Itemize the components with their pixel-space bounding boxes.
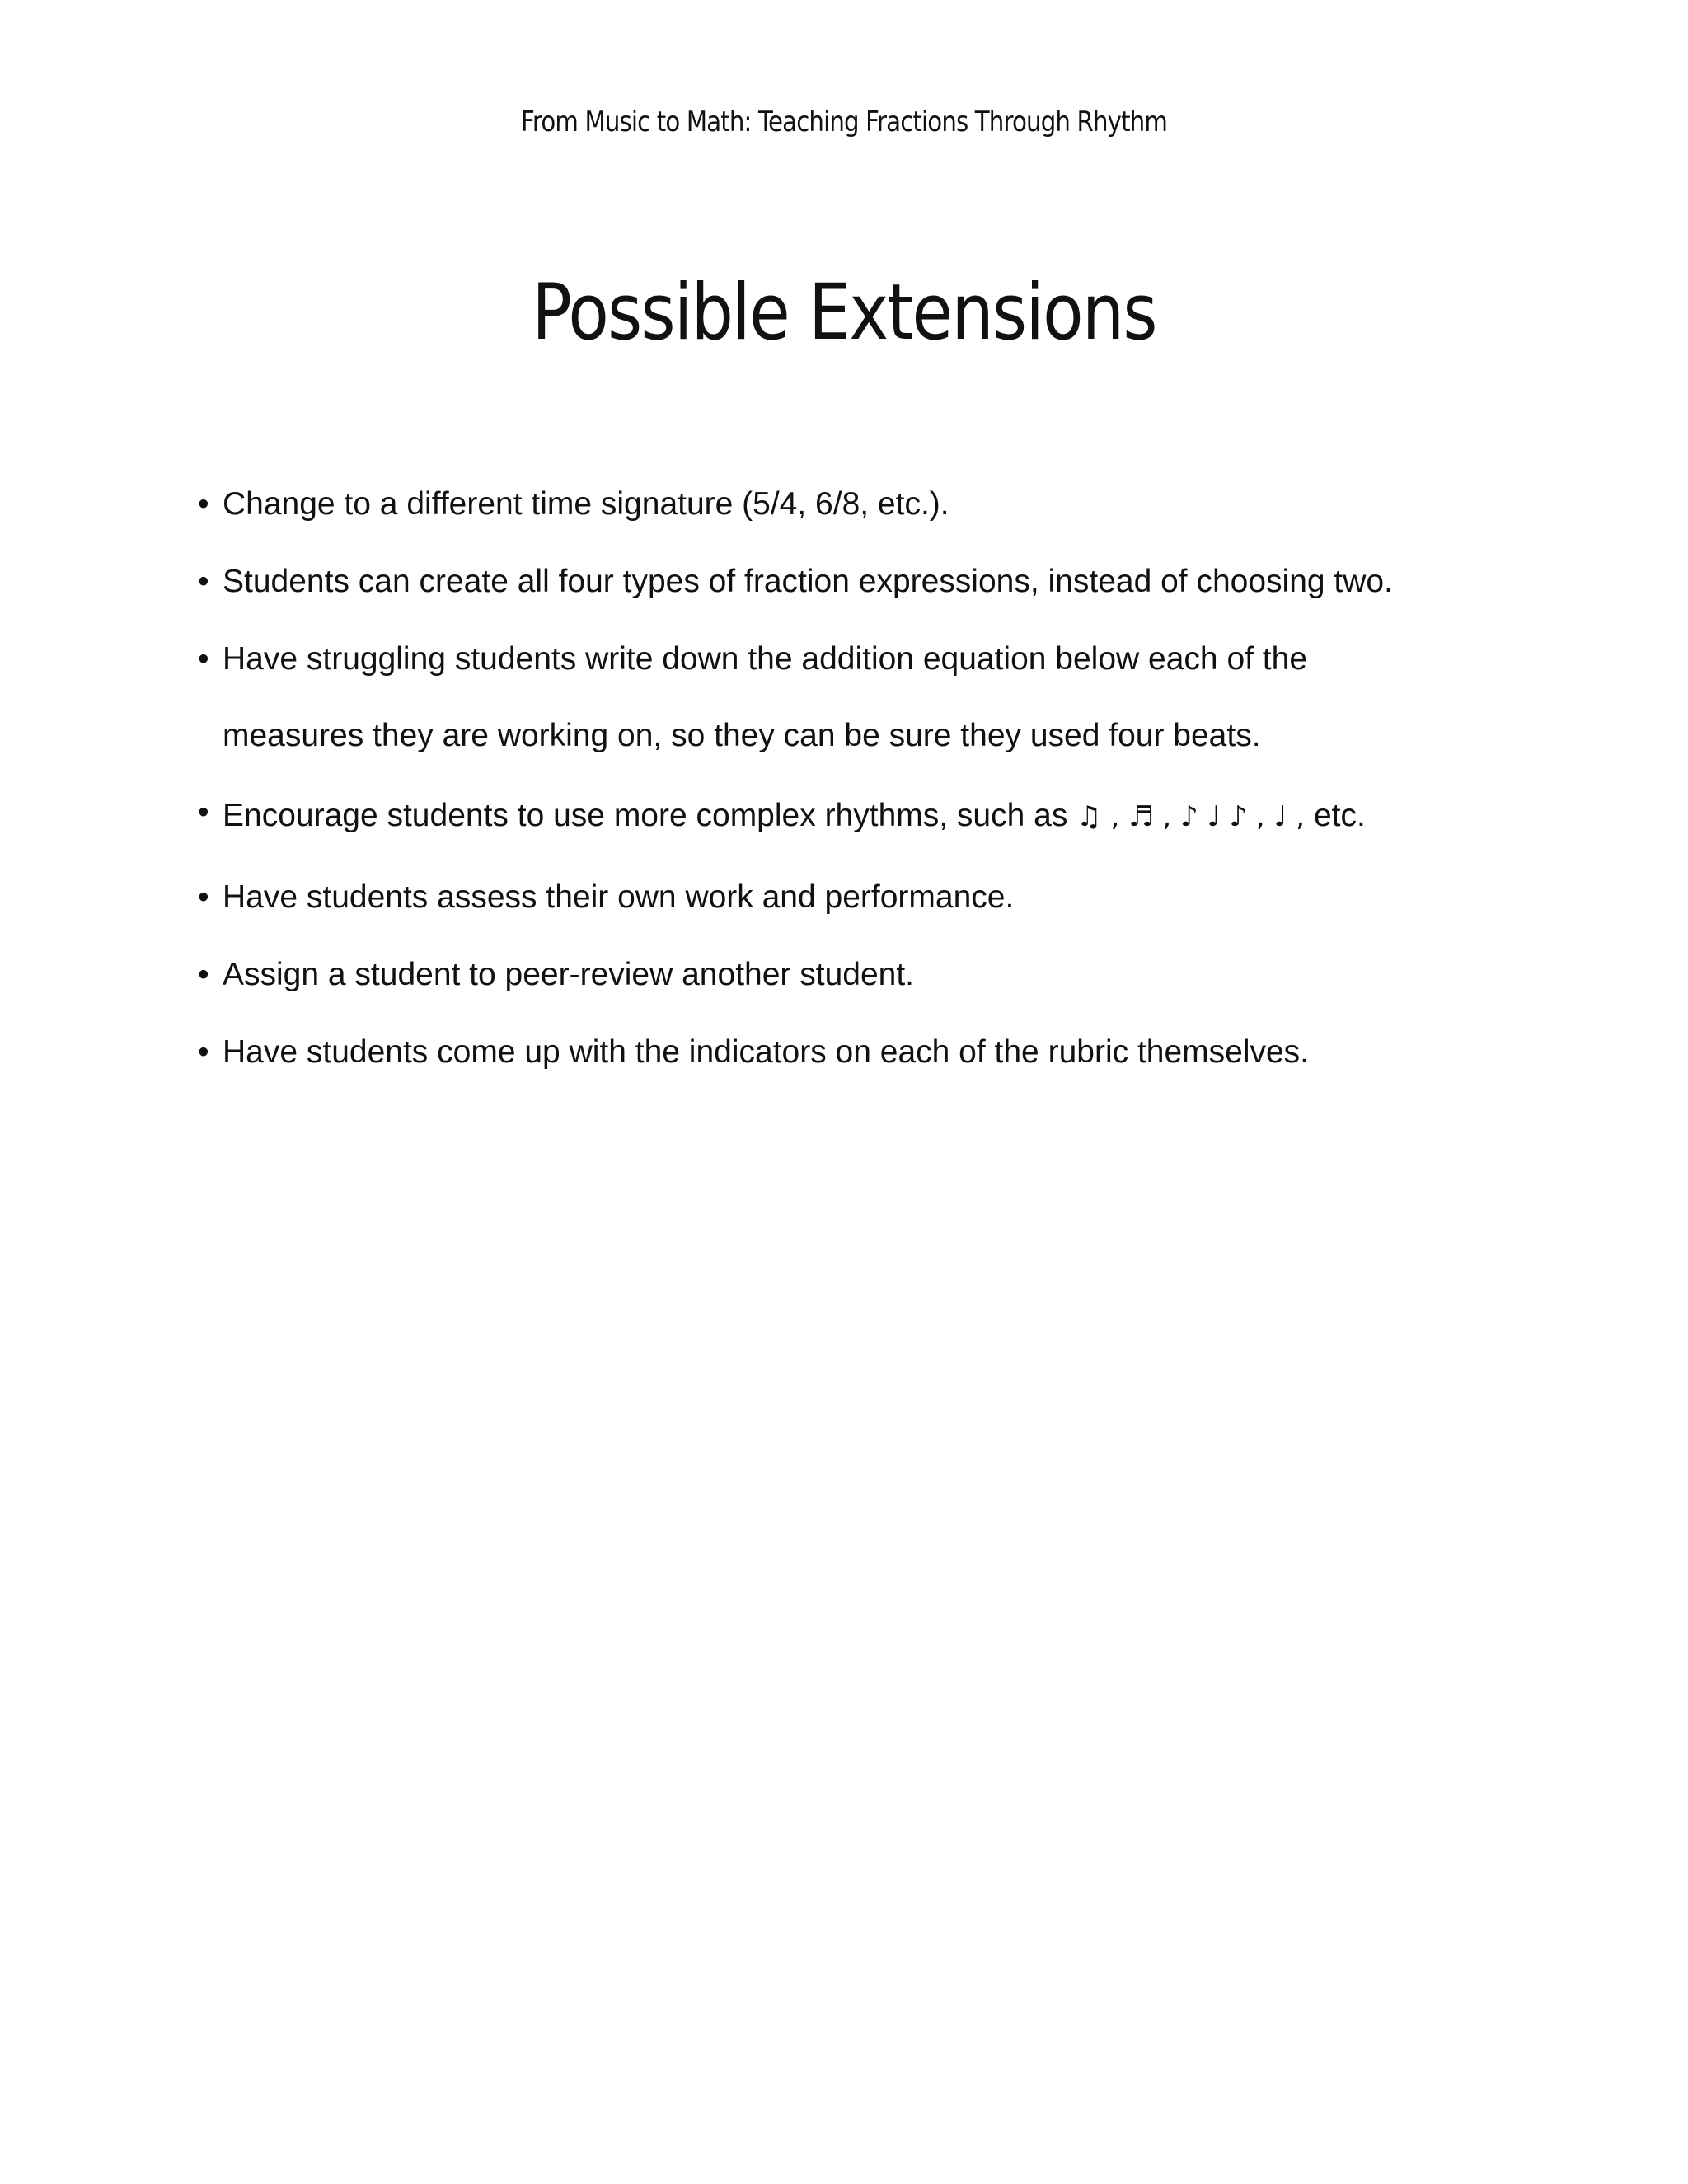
extensions-list [198,466,1517,1091]
bullet-icon: • [198,957,209,992]
list-item-text: Change to a different time signature (5/4, 6/8, etc.). [223,486,950,522]
bullet-icon: • [198,641,209,677]
rhythm-notes-icon: ♫ , ♬ , ♪ ♩ ♪ , ♩ , [1076,800,1306,833]
list-item-text: Have students assess their own work and performance. [223,879,1015,915]
bullet-icon: • [198,564,209,599]
running-header: From Music to Math: Teaching Fractions Through Rhythm [521,105,1167,138]
list-item [198,1014,1517,1091]
list-item [198,543,1517,621]
page-title: Possible Extensions [532,268,1156,358]
bullet-icon: • [198,486,209,522]
list-item-text: Have students come up with the indicators on each of the rubric themselves. [223,1034,1310,1070]
bullet-icon: • [198,879,209,915]
bullet-icon: • [198,1034,209,1070]
list-item-text: Assign a student to peer-review another student. [223,957,914,992]
bullet-icon: • [198,794,209,830]
list-item [198,936,1517,1014]
list-item [198,774,1517,859]
list-item-text-end: etc. [1305,798,1366,833]
list-item [198,621,1517,774]
list-item [198,466,1517,543]
list-item-text-line-1: Have struggling students write down the addition equation below each of the [223,641,1308,677]
list-item-text: Students can create all four types of fraction expressions, instead of choosing two. [223,564,1393,599]
list-item [198,859,1517,936]
list-item-text: Encourage students to use more complex rhythms, such as [223,798,1077,833]
list-item-text-line-2: measures they are working on, so they can be sure they used four beats. [223,718,1261,753]
